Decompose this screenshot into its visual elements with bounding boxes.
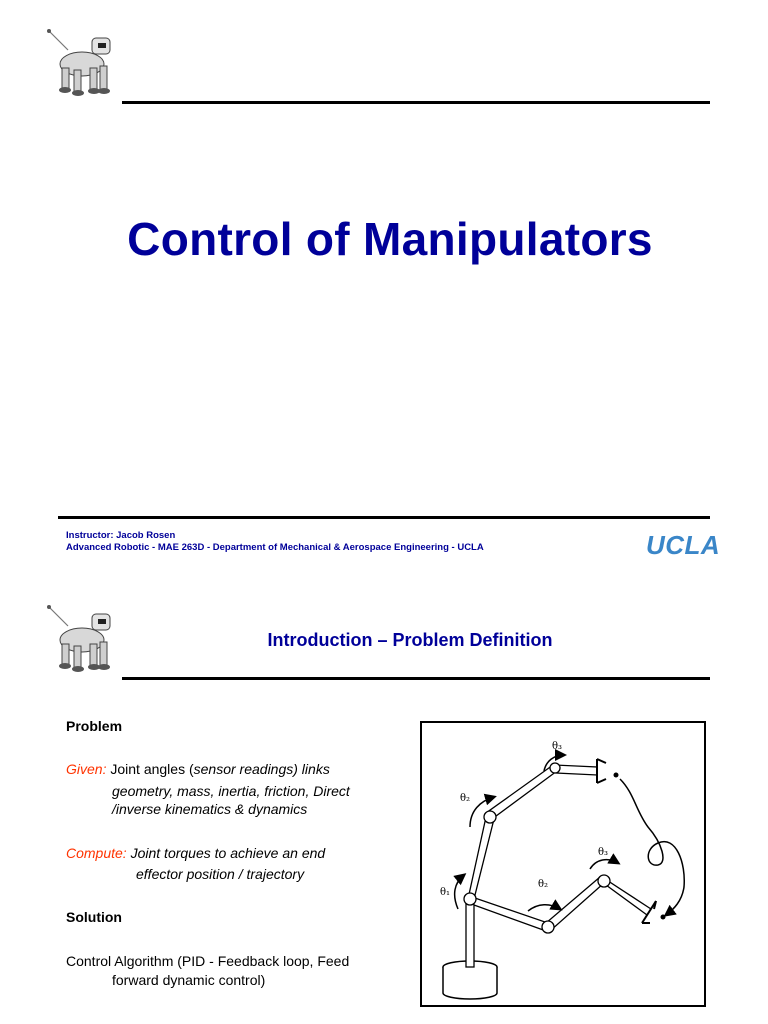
slide-title: Introduction – Problem Definition: [267, 630, 553, 650]
compute-text: Joint torques to achieve an end: [130, 845, 326, 861]
given-label: Given:: [66, 761, 107, 777]
course-line: Advanced Robotic - MAE 263D - Department of Mechanical & Aerospace Engineering - UCLA: [66, 542, 484, 553]
given-text: Joint angles (: [110, 761, 194, 777]
robot-dog-logo: [42, 28, 116, 98]
theta2-lower-label: θ₂: [538, 879, 549, 890]
instructor-line: Instructor: Jacob Rosen: [66, 530, 176, 541]
ucla-logo: UCLA: [646, 530, 721, 560]
problem-heading: Problem: [66, 718, 123, 734]
given-text-italic: sensor readings) links: [193, 761, 330, 777]
solution-line-2: forward dynamic control): [112, 972, 266, 988]
header-rule: [122, 101, 710, 104]
theta1-label: θ₁: [440, 887, 451, 898]
slide-title: Control of Manipulators: [127, 213, 653, 265]
given-line-2: geometry, mass, inertia, friction, Direct: [112, 783, 350, 799]
theta3-upper-label: θ₃: [552, 741, 563, 752]
manipulator-figure: [420, 721, 706, 1007]
footer-rule: [58, 516, 710, 519]
given-line-1: [66, 760, 330, 779]
manipulator-diagram: [422, 723, 704, 1005]
given-line-3: /inverse kinematics & dynamics: [112, 801, 308, 817]
theta2-upper-label: θ₂: [460, 793, 471, 804]
compute-line-2: effector position / trajectory: [136, 866, 305, 882]
theta3-lower-label: θ₃: [598, 847, 609, 858]
header-rule: [122, 677, 710, 680]
compute-line-1: [66, 844, 325, 863]
compute-label: Compute:: [66, 845, 127, 861]
solution-heading: Solution: [66, 909, 122, 925]
solution-line-1: Control Algorithm (PID - Feedback loop, Feed: [66, 953, 350, 969]
robot-dog-logo: [42, 604, 116, 674]
